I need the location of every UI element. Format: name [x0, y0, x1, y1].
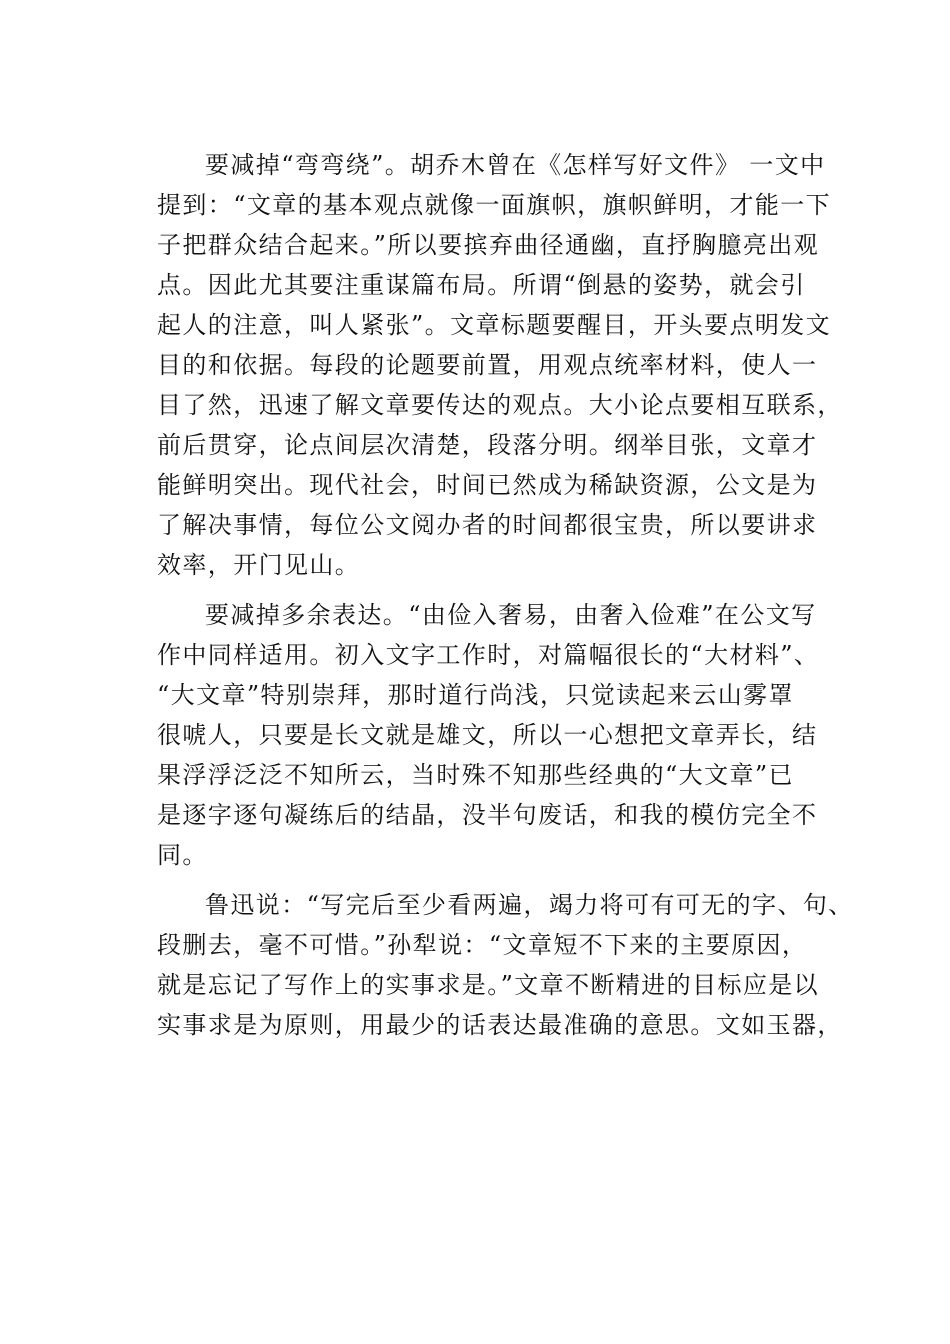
paragraph-line: 很唬人，只要是长文就是雄文，所以一心想把文章弄长，结: [157, 721, 818, 749]
paragraph-line: 段删去，毫不可惜。”孙犁说：“文章短不下来的主要原因，: [157, 931, 808, 959]
paragraph-line: 鲁迅说：“写完后至少看两遍，竭力将可有可无的字、句、: [205, 891, 854, 919]
paragraph-line: 要减掉多余表达。“由俭入奢易，由奢入俭难”在公文写: [205, 601, 817, 629]
paragraph-3: [157, 885, 854, 1045]
paragraph-line: 前后贯穿，论点间层次清楚，段落分明。纲举目张，文章才: [157, 431, 818, 459]
paragraph-line: 要减掉“弯弯绕”。胡乔木曾在《怎样写好文件》 一文中: [205, 151, 826, 179]
paragraph-line: 点。因此尤其要注重谋篇布局。所谓“倒悬的姿势，就会引: [157, 271, 806, 299]
paragraph-line: 能鲜明突出。现代社会，时间已然成为稀缺资源，公文是为: [157, 471, 818, 499]
paragraph-line: 提到：“文章的基本观点就像一面旗帜，旗帜鲜明，才能一下: [157, 191, 832, 219]
paragraph-line: 了解决事情，每位公文阅办者的时间都很宝贵，所以要讲求: [157, 511, 818, 539]
document-body: [157, 145, 854, 1055]
paragraph-line: 是逐字逐句凝练后的结晶，没半句废话，和我的模仿完全不: [157, 801, 818, 829]
paragraph-line: “大文章”特别崇拜，那时道行尚浅，只觉读起来云山雾罩: [157, 681, 794, 709]
paragraph-line: 目了然，迅速了解文章要传达的观点。大小论点要相互联系，: [157, 391, 843, 419]
paragraph-line: 实事求是为原则，用最少的话表达最准确的意思。文如玉器，: [157, 1011, 843, 1039]
paragraph-line: 作中同样适用。初入文字工作时，对篇幅很长的“大材料”、: [157, 641, 820, 669]
paragraph-line: 起人的注意，叫人紧张”。文章标题要醒目，开头要点明发文: [157, 311, 832, 339]
paragraph-line: 效率，开门见山。: [157, 551, 361, 579]
paragraph-1: [157, 145, 843, 585]
paragraph-2: [157, 595, 825, 875]
paragraph-line: 目的和依据。每段的论题要前置，用观点统率材料，使人一: [157, 351, 818, 379]
paragraph-line: 果浮浮泛泛不知所云，当时殊不知那些经典的“大文章”已: [157, 761, 794, 789]
paragraph-line: 就是忘记了写作上的实事求是。”文章不断精进的目标应是以: [157, 971, 820, 999]
paragraph-line: 同。: [157, 841, 208, 869]
paragraph-line: 子把群众结合起来。”所以要摈弃曲径通幽，直抒胸臆亮出观: [157, 231, 820, 259]
